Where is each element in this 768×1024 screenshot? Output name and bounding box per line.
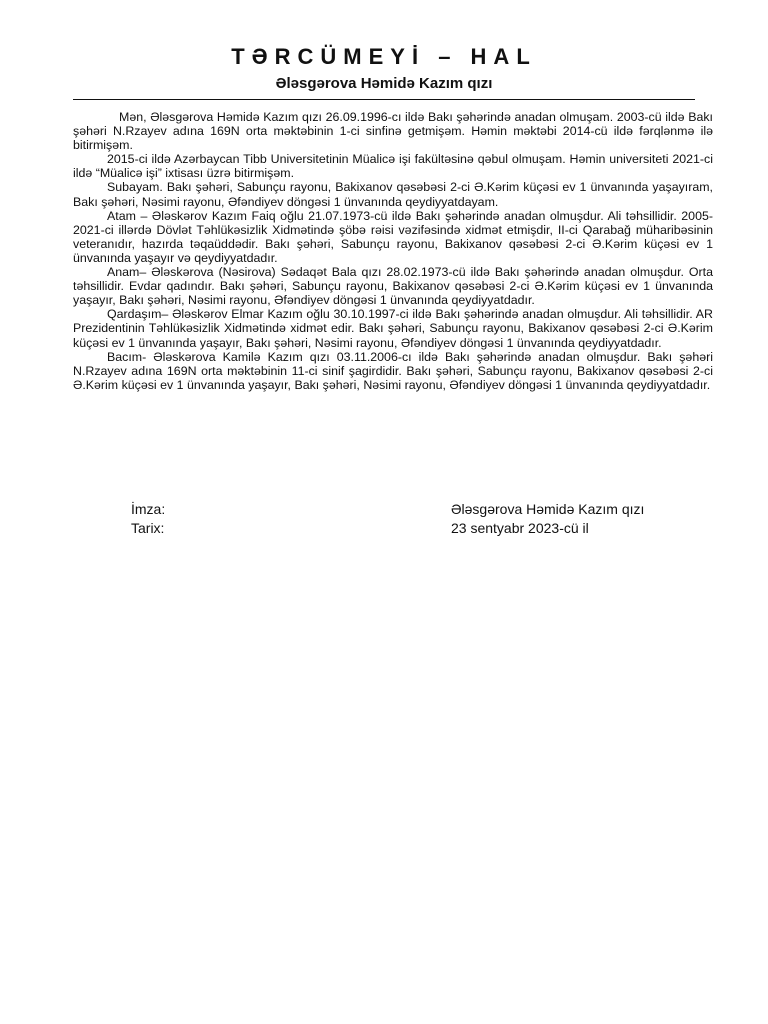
paragraph-university: 2015-ci ildə Azərbaycan Tibb Universitetinin Müalicə işi fakültəsinə qəbul olmuşam. Həmin universiteti 2021-ci ildə “Müalicə işi” ixtisası üzrə bitirmişəm. — [73, 152, 713, 181]
paragraph-brother: Qardaşım– Ələskərov Elmar Kazım oğlu 30.10.1997-ci ildə Bakı şəhərində anadan olmuşdur. Ali təhsillidir. AR Prezidentinin Təhlükəsizlik Xidmətində xidmət edir. Bakı şəhəri, Sabunçu rayonu, Bakixanov qəsəbəsi 2-ci Ə.Kərim küçəsi ev 1 ünvanında yaşayır, Bakı şəhəri, Nəsimi rayonu, Əfəndiyev döngəsi 1 ünvanında qeydiyyatdadır. — [73, 307, 713, 350]
document-subtitle: Ələsgərova Həmidə Kazım qızı — [275, 75, 493, 92]
date-label: Tarix: — [131, 520, 165, 536]
paragraph-mother: Anam– Ələskərova (Nəsirova) Sədaqət Bala qızı 28.02.1973-cü ildə Bakı şəhərində anadan olmuşdur. Orta təhsillidir. Evdar qadındır. Bakı şəhəri, Sabunçu rayonu, Bakixanov qəsəbəsi 2-ci Ə.Kərim küçəsi ev 1 ünvanında yaşayır, Bakı şəhəri, Nəsimi rayonu, Əfəndiyev döngəsi 1 ünvanında qeydiyyatdadır. — [73, 265, 713, 308]
title-divider — [73, 99, 695, 100]
document-title: TƏRCÜMEYİ – HAL — [231, 44, 537, 69]
signature-label: İmza: — [131, 501, 166, 517]
paragraph-self: Mən, Ələsgərova Həmidə Kazım qızı 26.09.1996-cı ildə Bakı şəhərində anadan olmuşam. 2003-cü ildə Bakı şəhəri N.Rzayev adına 169N orta məktəbinin 1-ci sinfinə getmişəm. Həmin məktəbi 2014-cü ildə fərqlənmə ilə bitirmişəm. — [73, 110, 713, 153]
document-body — [73, 110, 713, 392]
paragraph-sister: Bacım- Ələskərova Kamilə Kazım qızı 03.11.2006-cı ildə Bakı şəhərində anadan olmuşdur. Bakı şəhəri N.Rzayev adına 169N orta məktəbinin 11-ci sinif şagirdidir. Bakı şəhəri, Sabunçu rayonu, Bakixanov qəsəbəsi 2-ci Ə.Kərim küçəsi ev 1 ünvanında yaşayır, Bakı şəhəri, Nəsimi rayonu, Əfəndiyev döngəsi 1 ünvanında qeydiyyatdadır. — [73, 349, 713, 392]
paragraph-father: Atam – Ələskərov Kazım Faiq oğlu 21.07.1973-cü ildə Bakı şəhərində anadan olmuşdur. Ali təhsillidir. 2005-2021-ci illərdə Dövlət Təhlükəsizlik Xidmətində şöbə rəisi vəzifəsində xidmət etmişdir, II-ci Qarabağ müharibəsinin veteranıdır, hazırda təqaüddədir. Bakı şəhəri, Sabunçu rayonu, Bakixanov qəsəbəsi 2-ci Ə.Kərim küçəsi ev 1 ünvanında yaşayır və qeydiyyatdadır. — [73, 208, 713, 265]
signature-name: Ələsgərova Həmidə Kazım qızı — [451, 501, 645, 517]
paragraph-residence: Subayam. Bakı şəhəri, Sabunçu rayonu, Bakixanov qəsəbəsi 2-ci Ə.Kərim küçəsi ev 1 ünvanında yaşayıram, Bakı şəhəri, Nəsimi rayonu, Əfəndiyev döngəsi 1 ünvanında qeydiyyatdayam. — [73, 180, 713, 209]
date-value: 23 sentyabr 2023-cü il — [451, 520, 589, 536]
